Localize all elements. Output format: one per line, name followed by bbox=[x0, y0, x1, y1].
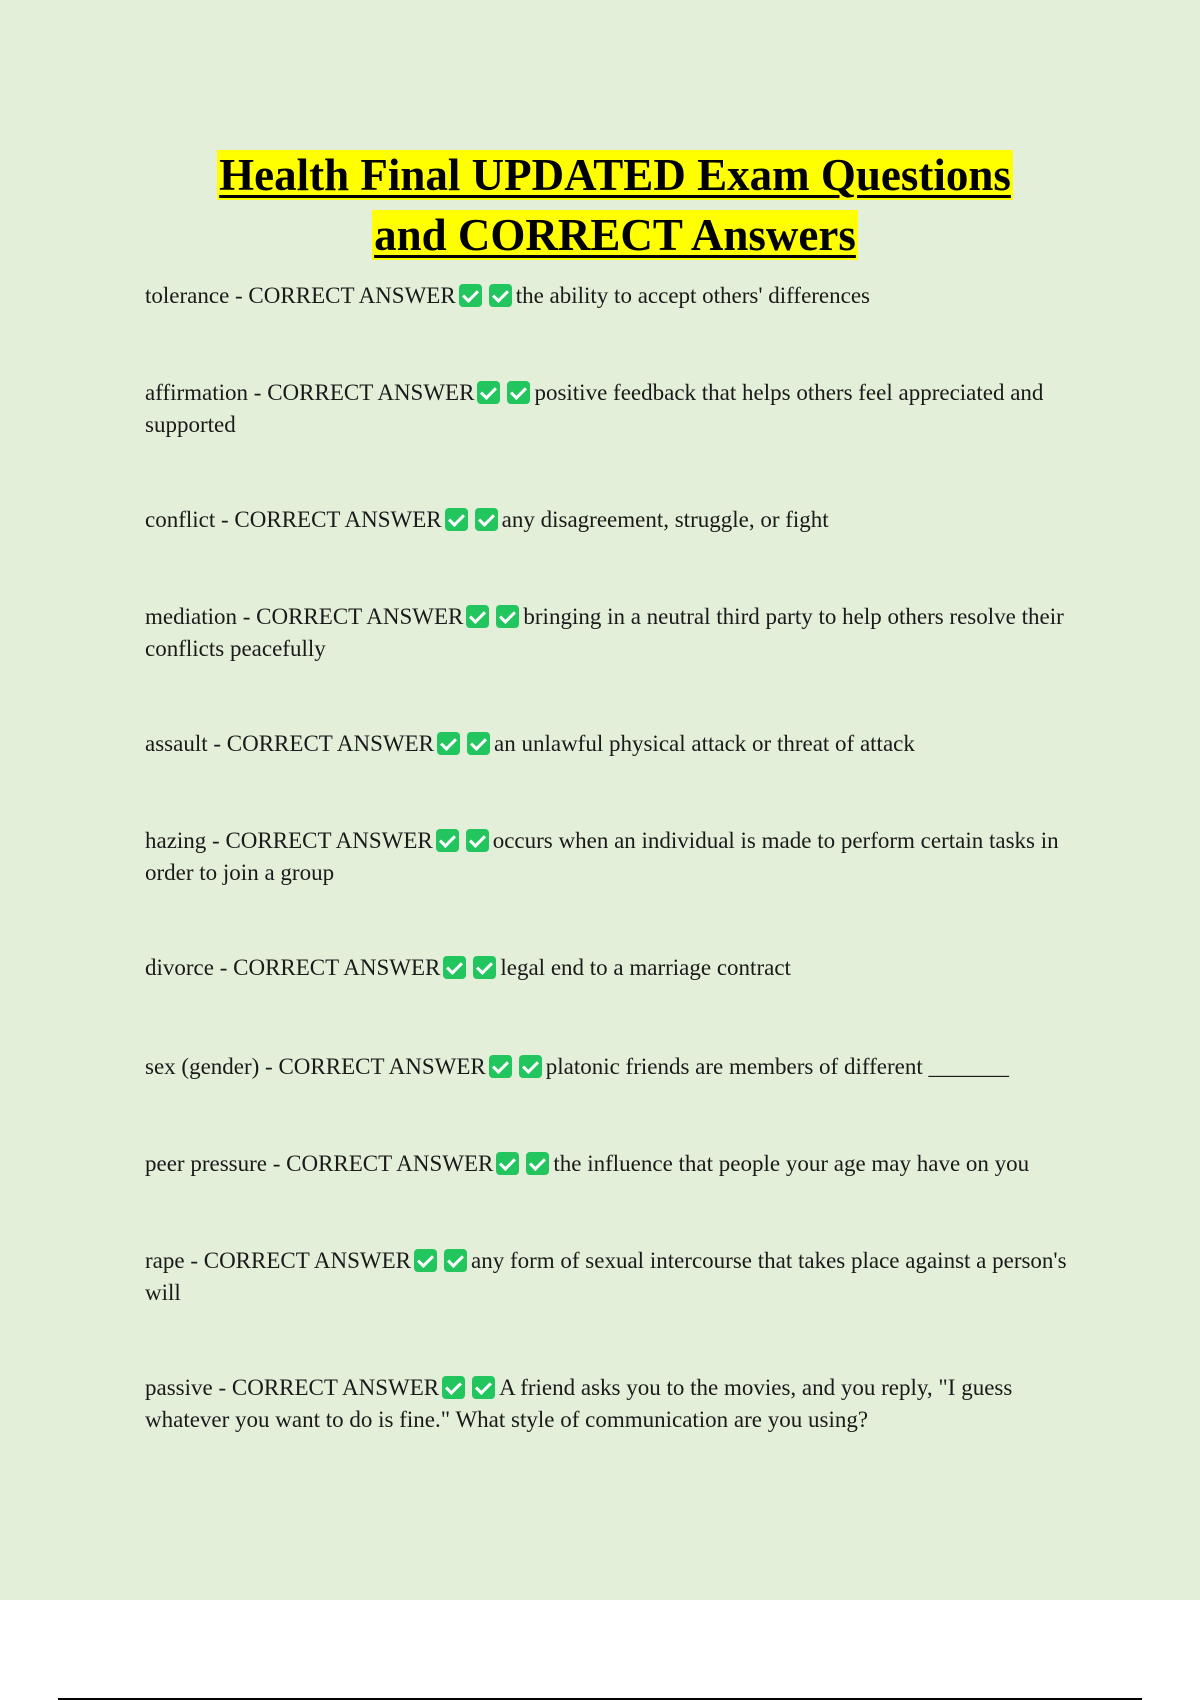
qa-entry-rape bbox=[145, 1245, 1090, 1309]
entry-answer: positive feedback that helps others feel appreciated and supported bbox=[145, 380, 1044, 437]
entry-answer: the influence that people your age may have on you bbox=[553, 1151, 1030, 1176]
entry-term: hazing - CORRECT ANSWER bbox=[145, 828, 433, 853]
entry-term: sex (gender) - CORRECT ANSWER bbox=[145, 1054, 486, 1079]
entry-answer: A friend asks you to the movies, and you reply, "I guess whatever you want to do is fine." What style of communication are you using? bbox=[145, 1375, 1013, 1432]
check-mark-icon bbox=[519, 1055, 542, 1078]
title-line-1-text: Health Final UPDATED Exam Questions bbox=[219, 150, 1011, 200]
check-mark-icon bbox=[475, 508, 498, 531]
check-mark-icon bbox=[472, 1376, 495, 1399]
check-mark-icon bbox=[507, 381, 530, 404]
entry-term: tolerance - CORRECT ANSWER bbox=[145, 283, 456, 308]
entry-term: assault - CORRECT ANSWER bbox=[145, 731, 435, 756]
qa-entry-mediation bbox=[145, 601, 1090, 665]
check-mark-icon bbox=[436, 829, 459, 852]
check-mark-icon bbox=[445, 508, 468, 531]
check-mark-icon bbox=[414, 1249, 437, 1272]
entry-answer: any disagreement, struggle, or fight bbox=[501, 507, 829, 532]
entry-answer: platonic friends are members of different _______ bbox=[545, 1054, 1009, 1079]
entry-answer: occurs when an individual is made to perform certain tasks in order to join a group bbox=[145, 828, 1059, 885]
entry-term: passive - CORRECT ANSWER bbox=[145, 1375, 440, 1400]
check-mark-icon bbox=[477, 381, 500, 404]
check-mark-icon bbox=[489, 1055, 512, 1078]
entry-term: mediation - CORRECT ANSWER bbox=[145, 604, 464, 629]
entry-term: rape - CORRECT ANSWER bbox=[145, 1248, 411, 1273]
check-mark-icon bbox=[466, 605, 489, 628]
entry-answer: legal end to a marriage contract bbox=[500, 955, 791, 980]
entry-answer: any form of sexual intercourse that takes place against a person's will bbox=[145, 1248, 1067, 1305]
check-mark-icon bbox=[496, 1152, 519, 1175]
qa-entry-sex-gender bbox=[145, 1051, 1090, 1083]
qa-entry-peer-pressure bbox=[145, 1148, 1090, 1180]
check-mark-icon bbox=[526, 1152, 549, 1175]
qa-entry-tolerance bbox=[145, 280, 1090, 312]
qa-entry-passive bbox=[145, 1372, 1090, 1436]
check-mark-icon bbox=[442, 1376, 465, 1399]
entry-term: peer pressure - CORRECT ANSWER bbox=[145, 1151, 494, 1176]
entry-term: affirmation - CORRECT ANSWER bbox=[145, 380, 475, 405]
entry-answer: bringing in a neutral third party to help others resolve their conflicts peacefully bbox=[145, 604, 1064, 661]
qa-entry-conflict bbox=[145, 504, 1090, 536]
entry-term: divorce - CORRECT ANSWER bbox=[145, 955, 441, 980]
title-line-1 bbox=[150, 145, 1080, 205]
entry-answer: the ability to accept others' differences bbox=[515, 283, 871, 308]
check-mark-icon bbox=[496, 605, 519, 628]
qa-entry-affirmation bbox=[145, 377, 1090, 441]
title-line-2 bbox=[150, 205, 1080, 265]
check-mark-icon bbox=[444, 1249, 467, 1272]
entry-term: conflict - CORRECT ANSWER bbox=[145, 507, 442, 532]
check-mark-icon bbox=[473, 956, 496, 979]
check-mark-icon bbox=[443, 956, 466, 979]
qa-entry-divorce bbox=[145, 952, 1090, 984]
title-line-2-text: and CORRECT Answers bbox=[374, 210, 856, 260]
check-mark-icon bbox=[459, 284, 482, 307]
check-mark-icon bbox=[467, 732, 490, 755]
qa-entry-assault bbox=[145, 728, 1090, 760]
check-mark-icon bbox=[437, 732, 460, 755]
entry-answer: an unlawful physical attack or threat of attack bbox=[494, 731, 915, 756]
page-title bbox=[150, 145, 1080, 265]
qa-entry-hazing bbox=[145, 825, 1090, 889]
check-mark-icon bbox=[466, 829, 489, 852]
check-mark-icon bbox=[489, 284, 512, 307]
